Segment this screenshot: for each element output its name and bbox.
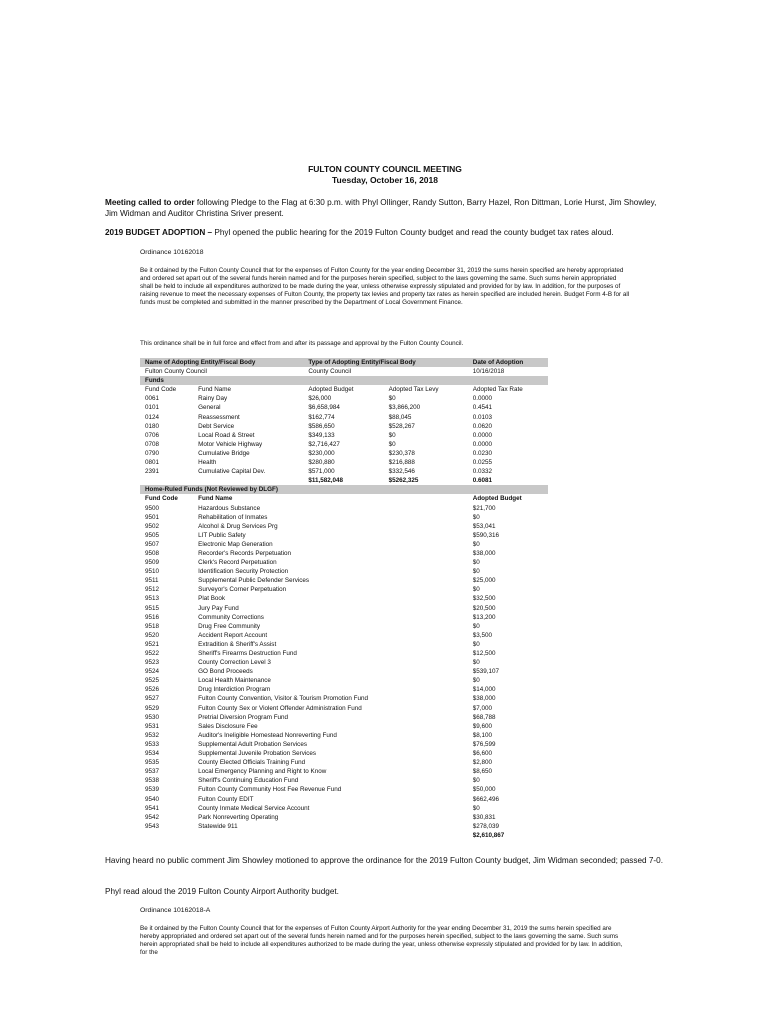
table-cell: 2391 <box>145 468 160 476</box>
table-cell: 9525 <box>145 677 160 685</box>
budget-adoption-paragraph <box>105 227 665 238</box>
motion-paragraph: Having heard no public comment Jim Showley motioned to approve the ordinance for the 2019 Fulton County budget, Jim Widman seconded; passed 7-0. <box>105 856 663 865</box>
table-cell: 9529 <box>145 704 160 712</box>
table-cell: 9510 <box>145 568 160 576</box>
table-row <box>140 522 548 531</box>
table-cell: $26,000 <box>308 395 332 403</box>
table-cell: $0 <box>472 804 480 812</box>
table-cell: $21,700 <box>472 504 496 512</box>
table-row <box>140 795 548 804</box>
table-row <box>140 749 548 758</box>
table-row <box>140 804 548 813</box>
table-cell: $280,880 <box>308 459 335 467</box>
home-ruled-section-header <box>140 485 548 494</box>
table-cell: $53,041 <box>472 522 496 530</box>
table-row <box>140 413 548 422</box>
table-cell: Sheriff's Firearms Destruction Fund <box>198 650 297 657</box>
ordinance-2-text: Be it ordained by the Fulton County Council that for the expenses of Fulton County Airport Authority for the year ending December 31, 2019 the sums herein specified are hereby appropriated and ordered set apart out of the several funds herein named and for the purposes herein specified, subject to the laws governing the same. Such sums herein appropriated shall be held to include all expenditures authorized to be made during the year, unless otherwise expressly stipulated and provided for by law. In addition, for the <box>140 925 623 957</box>
table-cell: $586,650 <box>308 422 335 430</box>
table-cell: $32,500 <box>472 595 496 603</box>
table-cell: 9526 <box>145 686 160 694</box>
table-cell: 9530 <box>145 713 160 721</box>
table-cell: Plat Book <box>198 595 226 603</box>
section-label: Funds <box>140 376 548 385</box>
table-cell: $571,000 <box>308 468 335 476</box>
table-cell: $9,600 <box>472 722 493 730</box>
table-cell: 0061 <box>145 395 160 403</box>
table-cell: Cumulative Capital Dev. <box>198 468 266 476</box>
column-header: Fund Code <box>145 386 177 394</box>
funds-total-row <box>140 476 548 485</box>
table-cell: Accident Report Account <box>198 631 268 639</box>
table-cell: $6,658,984 <box>308 404 340 412</box>
table-cell: 9537 <box>145 768 160 776</box>
table-cell: $0 <box>472 777 480 785</box>
table-row <box>140 622 548 631</box>
column-header: Fund Name <box>198 495 233 503</box>
table-cell: 9542 <box>145 813 160 821</box>
table-row <box>140 403 548 412</box>
budget-adoption-text: Phyl opened the public hearing for the 2019 Fulton County budget and read the county budget tax rates aloud. <box>212 228 614 237</box>
table-cell: County Council <box>308 368 352 376</box>
table-cell: Fulton County Community Host Fee Revenue Fund <box>198 786 342 794</box>
table-row <box>140 822 548 831</box>
column-header: Adopted Tax Levy <box>388 386 439 394</box>
table-cell: $162,774 <box>308 413 335 421</box>
table-cell: Local Health Maintenance <box>198 677 271 685</box>
header-cell: Date of Adoption <box>468 358 548 367</box>
table-cell: Recorder's Records Perpetuation <box>198 549 292 557</box>
table-cell: $38,000 <box>472 695 496 703</box>
table-cell: $3,500 <box>472 631 493 639</box>
table-cell: Supplemental Public Defender Services <box>198 577 310 585</box>
table-row <box>140 431 548 440</box>
home-header-row <box>140 494 548 503</box>
fund-header-row <box>140 385 548 394</box>
table-cell: 9538 <box>145 777 160 785</box>
table-row <box>140 776 548 785</box>
home-total-row <box>140 831 548 840</box>
table-cell: Debt Service <box>198 422 235 430</box>
table-row <box>140 440 548 449</box>
table-cell: 0.0332 <box>472 468 493 476</box>
table-cell: $0 <box>472 622 480 630</box>
table-cell: Electronic Map Generation <box>198 540 273 548</box>
table-cell: 9534 <box>145 750 160 758</box>
table-cell: County Elected Officials Training Fund <box>198 759 306 767</box>
table-cell: $539,107 <box>472 668 500 676</box>
table-cell: 9527 <box>145 695 160 703</box>
table-cell: $8,100 <box>472 731 493 739</box>
table-cell: 0.0230 <box>472 449 493 457</box>
table-cell: 0.4541 <box>472 404 493 412</box>
table-cell: $528,267 <box>388 422 415 430</box>
table-cell: Statewide 911 <box>198 822 238 830</box>
table-cell: General <box>198 404 221 412</box>
table-cell: 9540 <box>145 795 160 803</box>
table-cell: 9511 <box>145 577 159 585</box>
table-row <box>140 649 548 658</box>
table-cell: Park Nonreverting Operating <box>198 813 279 821</box>
table-cell: $6,600 <box>472 750 493 758</box>
table-cell: 0.0620 <box>472 422 493 430</box>
table-cell: Rainy Day <box>198 395 228 403</box>
table-cell: Alcohol & Drug Services Prg <box>198 522 278 530</box>
table-cell: 0801 <box>145 459 160 467</box>
table-cell: 9524 <box>145 668 160 676</box>
table-cell: 9531 <box>145 722 160 730</box>
table-row <box>140 694 548 703</box>
table-cell: Local Road & Street <box>198 431 255 439</box>
table-row <box>140 558 548 567</box>
table-row <box>140 594 548 603</box>
table-cell: 0124 <box>145 413 160 421</box>
table-row <box>140 685 548 694</box>
table-cell: $230,000 <box>308 449 335 457</box>
table-cell: 9505 <box>145 531 160 539</box>
table-row <box>140 658 548 667</box>
table-row <box>140 513 548 522</box>
table-cell: Reassessment <box>198 413 240 421</box>
header-cell: Type of Adopting Entity/Fiscal Body <box>303 358 467 367</box>
table-cell: Surveyor's Corner Perpetuation <box>198 586 287 594</box>
table-row <box>140 613 548 622</box>
table-cell: 9520 <box>145 631 160 639</box>
table-cell: $12,500 <box>472 650 496 657</box>
budget-adoption-bold: 2019 BUDGET ADOPTION – <box>105 228 213 237</box>
table-row <box>140 540 548 549</box>
table-row <box>140 422 548 431</box>
table-row <box>140 631 548 640</box>
table-cell: Fulton County Council <box>145 368 207 376</box>
table-row <box>140 394 548 403</box>
table-cell: 9533 <box>145 740 160 748</box>
table-row <box>140 458 548 467</box>
table-row <box>140 722 548 731</box>
table-row <box>140 449 548 458</box>
table-row <box>140 704 548 713</box>
table-row <box>140 713 548 722</box>
table-cell: $230,378 <box>388 449 415 457</box>
table-cell: 9507 <box>145 540 160 548</box>
table-row <box>140 531 548 540</box>
column-header: Adopted Budget <box>472 495 522 503</box>
table-cell: $0 <box>472 540 480 548</box>
total-budget: $11,582,048 <box>308 477 344 485</box>
table-cell: $20,500 <box>472 604 496 612</box>
table-cell: $0 <box>472 586 480 594</box>
table-cell: GO Bond Proceeds <box>198 668 253 676</box>
table-cell: 9522 <box>145 650 160 657</box>
table-row <box>140 785 548 794</box>
table-cell: Sales Disclosure Fee <box>198 722 258 730</box>
table-cell: Cumulative Bridge <box>198 449 250 457</box>
table-cell: LIT Public Safety <box>198 531 246 539</box>
table-row <box>140 567 548 576</box>
table-cell: 9512 <box>145 586 160 594</box>
table-cell: 0706 <box>145 431 160 439</box>
table-cell: $0 <box>472 568 480 576</box>
table-cell: Drug Free Community <box>198 622 261 630</box>
table-cell: 9513 <box>145 595 160 603</box>
table-row <box>140 549 548 558</box>
table-cell: $0 <box>388 440 396 448</box>
entity-header-row <box>140 358 548 367</box>
section-label: Home-Ruled Funds (Not Reviewed by DLGF) <box>140 485 548 494</box>
table-cell: 0.0255 <box>472 459 493 467</box>
table-cell: Auditor's Ineligible Homestead Nonreverting Fund <box>198 731 337 739</box>
table-cell: Community Corrections <box>198 613 264 621</box>
table-row <box>140 467 548 476</box>
table-cell: $14,000 <box>472 686 496 694</box>
meeting-date: Tuesday, October 16, 2018 <box>332 175 438 185</box>
table-cell: $216,888 <box>388 459 415 467</box>
column-header: Adopted Tax Rate <box>472 386 523 394</box>
table-cell: Jury Pay Fund <box>198 604 239 612</box>
table-row <box>140 604 548 613</box>
table-row <box>140 758 548 767</box>
table-cell: $2,716,427 <box>308 440 340 448</box>
table-cell: $0 <box>472 659 480 667</box>
table-cell: County Correction Level 3 <box>198 659 271 667</box>
table-cell: 9523 <box>145 659 160 667</box>
table-row <box>140 813 548 822</box>
table-cell: $349,133 <box>308 431 335 439</box>
ordinance-1-text: Be it ordained by the Fulton County Council that for the expenses of Fulton County for the year ending December 31, 2019 the sums herein specified are hereby appropriated and ordered set apart out of the several funds herein named and for the purposes herein specified, subject to the laws governing the same. Such sums herein appropriated shall be held to include all expenditures authorized to be made during the year, unless otherwise expressly stipulated and provided for by law. In addition, for the purposes of raising revenue to meet the necessary expenses of Fulton County, the property tax levies and property tax rates as herein specified are included herein. Budget Form 4-B for all funds must be completed and submitted in the manner prescribed by the Department of Local Government Finance. <box>140 267 630 307</box>
total-rate: 0.6081 <box>472 477 493 485</box>
table-cell: 9535 <box>145 759 160 767</box>
table-cell: 9516 <box>145 613 160 621</box>
table-cell: 9539 <box>145 786 160 794</box>
table-cell: 0101 <box>145 404 160 412</box>
meeting-title: FULTON COUNTY COUNCIL MEETING <box>308 164 462 174</box>
table-cell: $2,800 <box>472 759 493 767</box>
table-cell: 9521 <box>145 640 160 648</box>
ordinance-1-label: Ordinance 10162018 <box>140 249 204 256</box>
column-header: Fund Name <box>198 386 232 394</box>
table-cell: Drug Interdiction Program <box>198 686 271 694</box>
table-cell: $332,546 <box>388 468 415 476</box>
table-row <box>140 767 548 776</box>
table-row <box>140 740 548 749</box>
table-cell: 0.0103 <box>472 413 493 421</box>
ordinance-2-label: Ordinance 10162018-A <box>140 907 211 914</box>
header-cell: Name of Adopting Entity/Fiscal Body <box>140 358 303 367</box>
column-header: Fund Code <box>145 495 178 503</box>
table-cell: $0 <box>388 395 396 403</box>
table-cell: 0.0000 <box>472 395 493 403</box>
table-cell: 9509 <box>145 559 160 567</box>
intro-bold: Meeting called to order <box>105 198 195 207</box>
table-cell: $25,000 <box>472 577 496 585</box>
table-cell: 9518 <box>145 622 160 630</box>
table-cell: $590,316 <box>472 531 500 539</box>
column-header: Adopted Budget <box>308 386 354 394</box>
table-cell: Fulton County EDIT <box>198 795 254 803</box>
table-cell: $0 <box>472 677 480 685</box>
table-row <box>140 667 548 676</box>
table-cell: 0708 <box>145 440 160 448</box>
entity-value-row <box>140 367 548 376</box>
intro-text: following Pledge to the Flag at 6:30 p.m. with Phyl Ollinger, Randy Sutton, Barry Hazel, Ron Dittman, Lorie Hurst, Jim Showley, Jim Widman and Auditor Christina Sriver present. <box>105 198 657 218</box>
table-cell: $0 <box>472 559 480 567</box>
table-cell: $38,000 <box>472 549 496 557</box>
table-cell: 0790 <box>145 449 160 457</box>
intro-paragraph <box>105 197 665 219</box>
table-cell: 0180 <box>145 422 160 430</box>
table-cell: 9500 <box>145 504 160 512</box>
table-cell: Rehabilitation of Inmates <box>198 513 268 521</box>
budget-table <box>140 358 548 840</box>
table-row <box>140 576 548 585</box>
airport-paragraph: Phyl read aloud the 2019 Fulton County Airport Authority budget. <box>105 887 339 896</box>
table-cell: $0 <box>388 431 396 439</box>
table-cell: County Inmate Medical Service Account <box>198 804 310 812</box>
table-cell: 9508 <box>145 549 160 557</box>
table-cell: $13,200 <box>472 613 496 621</box>
table-cell: Fulton County Convention, Visitor & Tourism Promotion Fund <box>198 695 368 703</box>
table-cell: $68,788 <box>472 713 496 721</box>
table-cell: Supplemental Adult Probation Services <box>198 740 307 748</box>
table-cell: Motor Vehicle Highway <box>198 440 263 448</box>
table-cell: 0.0000 <box>472 440 493 448</box>
table-cell: 9515 <box>145 604 160 612</box>
table-cell: 9532 <box>145 731 160 739</box>
table-cell: $0 <box>472 640 480 648</box>
table-row <box>140 504 548 513</box>
table-cell: 0.0000 <box>472 431 493 439</box>
table-cell: $76,599 <box>472 740 496 748</box>
table-cell: Health <box>198 459 217 467</box>
total-levy: $5262,325 <box>388 477 419 485</box>
table-cell: Pretrial Diversion Program Fund <box>198 713 289 721</box>
ordinance-1-effect: This ordinance shall be in full force and effect from and after its passage and approval by the Fulton County Council. <box>140 340 464 347</box>
table-row <box>140 731 548 740</box>
table-cell: Local Emergency Planning and Right to Know <box>198 768 327 776</box>
table-cell: 9502 <box>145 522 160 530</box>
table-row <box>140 640 548 649</box>
table-cell: $7,000 <box>472 704 493 712</box>
table-cell: 9501 <box>145 513 160 521</box>
table-cell: Fulton County Sex or Violent Offender Administration Fund <box>198 704 362 712</box>
funds-section-header <box>140 376 548 385</box>
table-cell: Sheriff's Continuing Education Fund <box>198 777 299 785</box>
table-cell: Clerk's Record Perpetuation <box>198 559 277 567</box>
table-cell: $3,866,200 <box>388 404 421 412</box>
table-cell: $0 <box>472 513 480 521</box>
table-cell: $662,496 <box>472 795 500 803</box>
table-cell: 9541 <box>145 804 160 812</box>
table-row <box>140 676 548 685</box>
table-cell: $30,831 <box>472 813 496 821</box>
table-cell: Extradition & Sheriff's Assist <box>198 640 277 648</box>
home-total: $2,610,867 <box>472 831 505 839</box>
table-cell: Hazardous Substance <box>198 504 261 512</box>
table-cell: $8,650 <box>472 768 493 776</box>
table-cell: $88,045 <box>388 413 412 421</box>
table-row <box>140 585 548 594</box>
table-cell: $278,039 <box>472 822 500 830</box>
table-cell: 9543 <box>145 822 160 830</box>
table-cell: Identification Security Protection <box>198 568 289 576</box>
table-cell: Supplemental Juvenile Probation Services <box>198 750 317 758</box>
table-cell: $50,000 <box>472 786 496 794</box>
table-cell: 10/16/2018 <box>472 368 505 376</box>
